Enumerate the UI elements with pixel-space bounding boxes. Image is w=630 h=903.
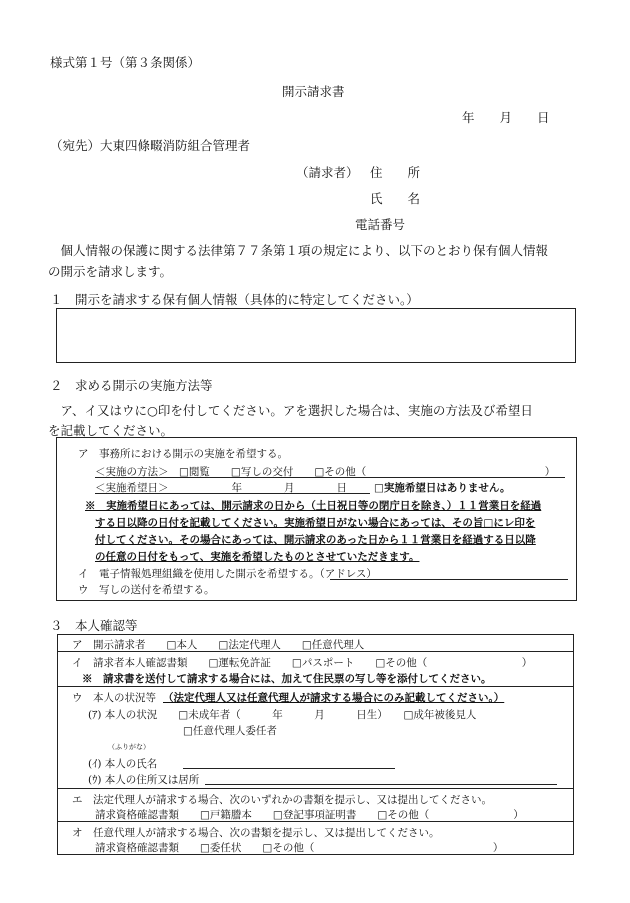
- note-line-3: 付してください。その場合にあっては、開示請求のあった日から１１営業日を経過する日以降: [95, 534, 536, 546]
- requested-info-box[interactable]: [56, 308, 576, 363]
- note-line-2: する日以降の日付を記載してください。実施希望日がない場合にあっては、その旨□にレ印を: [95, 517, 536, 529]
- date-underline: [95, 493, 370, 494]
- intro-line-2: の開示を請求します。: [48, 264, 173, 279]
- option-u-label[interactable]: ウ 写しの送付を希望する。: [78, 584, 215, 596]
- principal-name-underline[interactable]: [183, 768, 395, 769]
- intro-line-1: 個人情報の保護に関する法律第７７条第１項の規定により、以下のとおり保有個人情報: [48, 243, 549, 258]
- method-line[interactable]: ＜実施の方法＞ □閲覧 □写しの交付 □その他（ ）: [95, 466, 556, 478]
- requester-name-label: 氏 名: [370, 191, 421, 206]
- principal-name-label: (ｲ) 本人の氏名: [88, 758, 158, 770]
- section3-heading: ３ 本人確認等: [50, 618, 138, 633]
- row-o-voluntary-agent: オ 任意代理人が請求する場合、次の書類を提示し、又は提出してください。: [72, 827, 440, 839]
- row-u-note: （法定代理人又は任意代理人が請求する場合にのみ記載してください。）: [163, 692, 505, 704]
- furigana-label: （ふりがな）: [108, 743, 150, 751]
- note-line-4: の任意の日付をもって、実施を希望したものとさせていただきます。: [95, 551, 420, 563]
- section1-heading: １ 開示を請求する保有個人情報（具体的に特定してください。）: [50, 292, 419, 307]
- page-title: 開示請求書: [282, 84, 345, 99]
- section2-instruction-2: を記載してください。: [48, 423, 174, 438]
- row-divider-3: [57, 788, 574, 789]
- option-i-label[interactable]: イ 電子情報処理組織を使用した開示を希望する。（アドレス）: [78, 568, 377, 580]
- row-i-id-docs[interactable]: イ 請求者本人確認書類 □運転免許証 □パスポート □その他（ ）: [72, 657, 533, 669]
- row-divider-2: [57, 686, 574, 687]
- address-underline: [330, 579, 568, 580]
- principal-address-underline[interactable]: [205, 784, 557, 785]
- method-underline: [95, 477, 565, 478]
- date-line: 年 月 日: [462, 110, 550, 125]
- section2-heading: ２ 求める開示の実施方法等: [50, 378, 213, 393]
- row-a-requester[interactable]: ア 開示請求者 □本人 □法定代理人 □任意代理人: [72, 639, 365, 651]
- row-i-note: ※ 請求書を送付して請求する場合には、加えて住民票の写し等を添付してください。: [82, 673, 492, 685]
- row-o-docs[interactable]: 請求資格確認書類 □委任状 □その他（ ）: [95, 842, 504, 854]
- principal-address-label: (ｳ) 本人の住所又は居所: [88, 774, 200, 786]
- principal-status-proxy[interactable]: □任意代理人委任者: [183, 725, 277, 737]
- principal-status-line[interactable]: (ｱ) 本人の状況 □未成年者（ 年 月 日生） □成年被後見人: [88, 709, 477, 721]
- requester-address-label: 住 所: [370, 165, 421, 180]
- row-u-prefix: ウ 本人の状況等: [72, 692, 156, 704]
- note-line-1: ※ 実施希望日にあっては、開示請求の日から（土日祝日等の閉庁日を除き、）１１営業日を経過: [85, 500, 542, 512]
- addressee: （宛先）大東四條畷消防組合管理者: [50, 138, 251, 153]
- option-a-label[interactable]: ア 事務所における開示の実施を希望する。: [78, 448, 288, 460]
- requester-prefix: （請求者）: [296, 165, 359, 180]
- section2-instruction-1: ア、イ又はウに○印を付してください。アを選択した場合は、実施の方法及び希望日: [48, 403, 533, 418]
- row-e-legal-agent: エ 法定代理人が請求する場合、次のいずれかの書類を提示し、又は提出してください。: [72, 794, 492, 806]
- no-date-checkbox[interactable]: □実施希望日はありません。: [374, 482, 511, 494]
- form-number: 様式第１号（第３条関係）: [50, 55, 201, 70]
- preferred-date-line[interactable]: ＜実施希望日＞ 年 月 日: [95, 482, 347, 494]
- requester-phone-label: 電話番号: [355, 217, 406, 232]
- row-e-docs[interactable]: 請求資格確認書類 □戸籍謄本 □登記事項証明書 □その他（ ）: [95, 809, 524, 821]
